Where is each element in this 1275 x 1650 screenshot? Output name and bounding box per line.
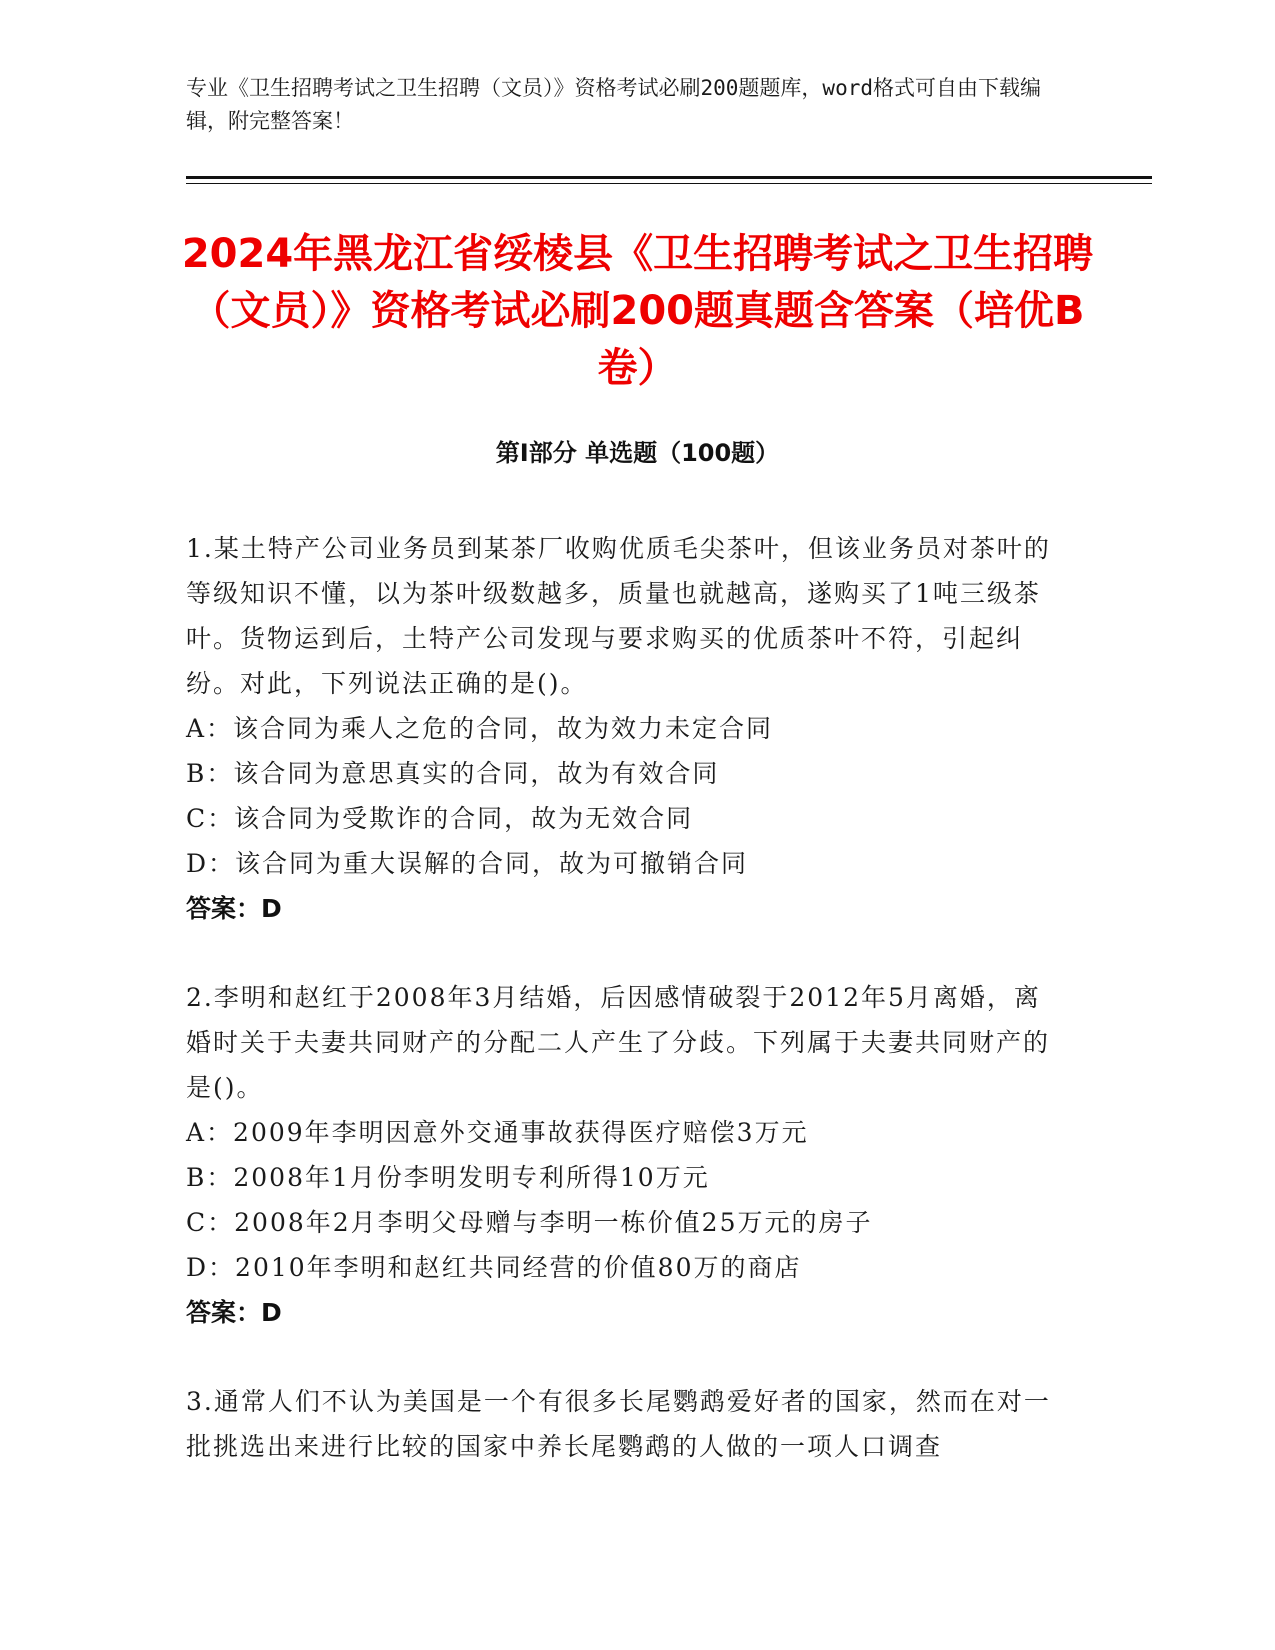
question-stem: 2.李明和赵红于2008年3月结婚，后因感情破裂于2012年5月离婚，离婚时关于夫妻共同财产的分配二人产生了分歧。下列属于夫妻共同财产的是()。 [186,983,1051,1102]
answer-label: 答案：D [186,894,282,923]
question-3 [186,1379,1066,1469]
option-c: C：该合同为受欺诈的合同，故为无效合同 [186,804,694,833]
question-list [186,526,1066,1513]
header-divider-thin [186,183,1152,184]
option-a: A：2009年李明因意外交通事故获得医疗赔偿3万元 [186,1118,809,1147]
question-1 [186,526,1066,931]
option-d: D：2010年李明和赵红共同经营的价值80万的商店 [186,1253,802,1282]
option-b: B：2008年1月份李明发明专利所得10万元 [186,1163,710,1192]
question-stem: 3.通常人们不认为美国是一个有很多长尾鹦鹉爱好者的国家，然而在对一批挑选出来进行比较的国家中养长尾鹦鹉的人做的一项人口调查 [186,1387,1051,1461]
option-d: D：该合同为重大误解的合同，故为可撤销合同 [186,849,749,878]
header-note: 专业《卫生招聘考试之卫生招聘（文员）》资格考试必刷200题题库，word格式可自由下载编辑，附完整答案！ [186,76,1041,133]
answer-label: 答案：D [186,1298,282,1327]
section-title: 第I部分 单选题（100题） [495,439,780,467]
option-a: A：该合同为乘人之危的合同，故为效力未定合同 [186,714,774,743]
header-divider-thick [186,176,1152,179]
question-stem: 1.某土特产公司业务员到某茶厂收购优质毛尖茶叶，但该业务员对茶叶的等级知识不懂，以为茶叶级数越多，质量也就越高，遂购买了1吨三级茶叶。货物运到后，土特产公司发现与要求购买的优质茶叶不符，引起纠纷。对此，下列说法正确的是()。 [186,534,1051,698]
option-b: B：该合同为意思真实的合同，故为有效合同 [186,759,720,788]
document-title: 2024年黑龙江省绥棱县《卫生招聘考试之卫生招聘（文员）》资格考试必刷200题真题含答案（培优B卷） [181,231,1094,391]
option-c: C：2008年2月李明父母赠与李明一栋价值25万元的房子 [186,1208,873,1237]
question-2 [186,975,1066,1335]
